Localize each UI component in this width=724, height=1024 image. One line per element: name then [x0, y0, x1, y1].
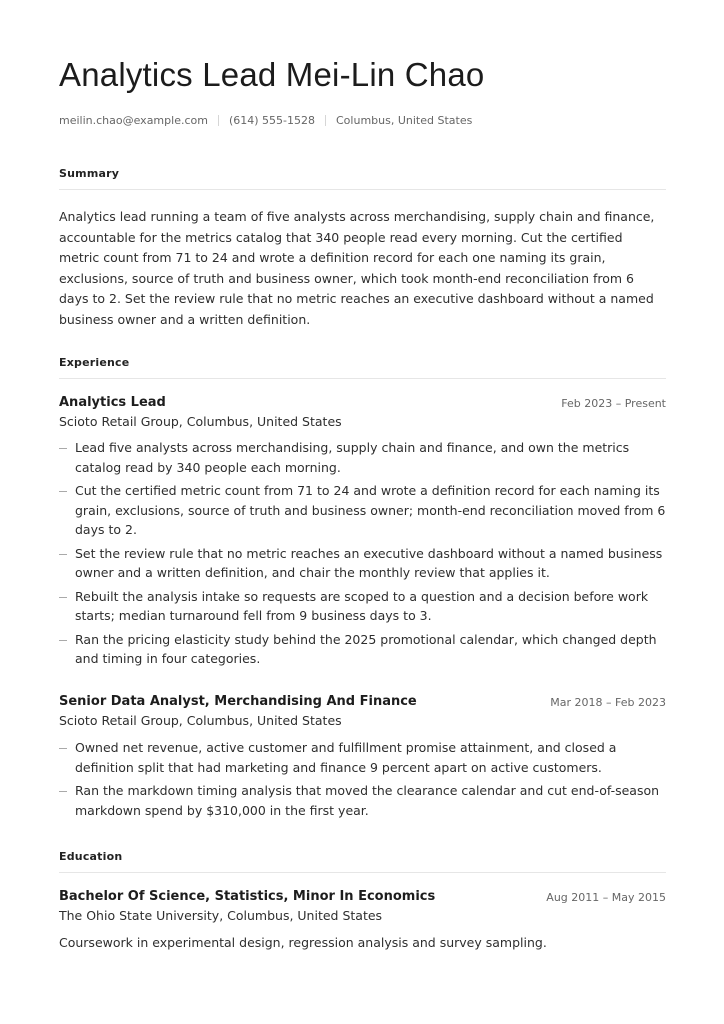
section-divider: [59, 189, 666, 190]
list-item: Owned net revenue, active customer and fulfillment promise attainment, and closed a definition split that had marketing and finance 9 percent apart on active customers.: [59, 738, 666, 777]
section-divider: [59, 872, 666, 873]
coursework-note: Coursework in experimental design, regression analysis and survey sampling.: [59, 935, 547, 950]
summary-heading: Summary: [59, 167, 120, 180]
job-company: Scioto Retail Group, Columbus, United States: [59, 713, 342, 728]
summary-text: Analytics lead running a team of five analysts across merchandising, supply chain and finance, accountable for the metrics catalog that 340 people read every morning. Cut the certified metric count from 71 to 24 and wrote a definition record for each one naming its grain, exclusions, source of truth and business owner, which took month-end reconciliation from 6 days to 2. Set the review rule that no metric reaches an executive dashboard without a named business owner and a written definition.: [59, 209, 655, 327]
list-item: Set the review rule that no metric reaches an executive dashboard without a named business owner and a written definition, and chair the monthly review that applies it.: [59, 544, 666, 583]
experience-heading: Experience: [59, 356, 130, 369]
contact-separator: [325, 115, 326, 126]
list-item: Ran the markdown timing analysis that moved the clearance calendar and cut end-of-season markdown spend by $310,000 in the first year.: [59, 781, 666, 820]
contact-email[interactable]: meilin.chao@example.com: [59, 114, 208, 127]
school-name: The Ohio State University, Columbus, United States: [59, 908, 383, 923]
contact-phone[interactable]: (614) 555-1528: [228, 114, 315, 127]
degree-title: Bachelor Of Science, Statistics, Minor In Economics: [59, 889, 436, 904]
candidate-name: Analytics Lead Mei-Lin Chao: [59, 56, 485, 93]
contact-location: Columbus, United States: [336, 114, 473, 127]
education-dates: Aug 2011 – May 2015: [546, 891, 666, 904]
job-company: Scioto Retail Group, Columbus, United States: [59, 414, 342, 429]
job-bullets: [59, 438, 666, 673]
list-item: Cut the certified metric count from 71 to 24 and wrote a definition record for each naming its grain, exclusions, source of truth and business owner; month-end reconciliation moved from 6 days to 2.: [59, 481, 666, 540]
job-dates: Feb 2023 – Present: [561, 397, 666, 410]
section-divider: [59, 378, 666, 379]
contact-line: [59, 114, 472, 127]
list-item: Ran the pricing elasticity study behind the 2025 promotional calendar, which changed depth and timing in four categories.: [59, 630, 666, 669]
education-heading: Education: [59, 850, 123, 863]
job-bullets: [59, 738, 666, 824]
list-item: Lead five analysts across merchandising, supply chain and finance, and own the metrics catalog read by 340 people each morning.: [59, 438, 666, 477]
job-dates: Mar 2018 – Feb 2023: [550, 696, 666, 709]
job-title: Analytics Lead: [59, 395, 166, 410]
job-title: Senior Data Analyst, Merchandising And Finance: [59, 694, 417, 709]
contact-separator: [218, 115, 219, 126]
list-item: Rebuilt the analysis intake so requests are scoped to a question and a decision before work starts; median turnaround fell from 9 business days to 3.: [59, 587, 666, 626]
